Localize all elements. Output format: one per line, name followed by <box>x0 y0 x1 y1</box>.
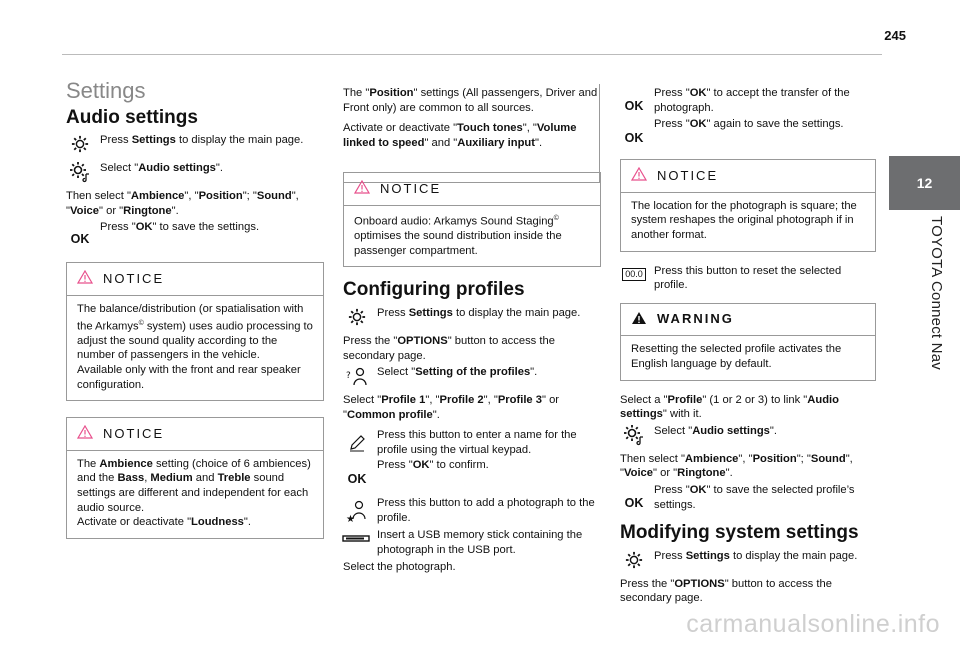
top-rule <box>62 54 882 55</box>
step-text: Press this button to reset the selected profile. <box>654 264 842 292</box>
paragraph: Select a "Profile" (1 or 2 or 3) to link "Audio settings" with it. <box>620 393 839 421</box>
step-row <box>343 458 601 486</box>
step-text: Press Settings to display the main page. <box>100 134 304 147</box>
step-row <box>66 133 324 155</box>
notice-text: The balance/distribution (or spatialisation with the Arkamys <box>77 302 304 333</box>
column-3 <box>620 86 876 612</box>
column-2 <box>343 86 601 580</box>
notice-body: The location for the photograph is square; the system reshapes the original photograph if in another format. <box>631 199 857 241</box>
reset-chip: 00.0 <box>622 268 646 281</box>
reset-profile-button-icon <box>616 264 652 286</box>
step-row <box>620 117 876 145</box>
notice-title: NOTICE <box>657 167 719 183</box>
notice-box <box>66 262 324 401</box>
page-title: Settings <box>66 78 146 103</box>
step-text: Select "Setting of the profiles". <box>377 366 538 379</box>
step-text: Press Settings to display the main page. <box>377 307 581 320</box>
copyright-mark: © <box>553 214 559 222</box>
notice-triangle-icon <box>77 425 93 443</box>
ok-button-icon: OK <box>624 130 644 145</box>
notice-text: optimises the sound distribution inside the passenger compartment. <box>354 230 562 257</box>
watermark: carmanualsonline.info <box>686 610 940 638</box>
step-row <box>343 496 601 526</box>
notice-text: Available only with the front and rear speaker configuration. <box>77 364 301 391</box>
notice-title: NOTICE <box>103 270 165 286</box>
step-row <box>66 220 324 246</box>
notice-text: Activate or deactivate "Loudness". <box>77 516 251 529</box>
step-text: Press Settings to display the main page. <box>654 549 858 562</box>
ok-button-icon: OK <box>70 231 90 246</box>
svg-text:?: ? <box>346 371 351 382</box>
step-text: Select "Audio settings". <box>100 162 223 175</box>
step-text: Press "OK" again to save the settings. <box>654 118 844 131</box>
ok-button-icon: OK <box>347 471 367 486</box>
svg-text:★: ★ <box>346 514 355 524</box>
warning-title: WARNING <box>657 311 734 327</box>
step-text: Press "OK" to confirm. <box>377 459 489 472</box>
ok-button-icon: OK <box>624 99 644 114</box>
paragraph: Then select "Ambience", "Position"; "Sound", "Voice" or "Ringtone". <box>620 452 853 480</box>
usb-icon <box>339 528 375 550</box>
paragraph: Then select "Ambience", "Position"; "Sound", "Voice" or "Ringtone". <box>66 190 299 217</box>
step-row <box>620 483 876 512</box>
notice-body <box>344 206 600 267</box>
gear-icon <box>616 549 652 571</box>
step-row <box>66 161 324 183</box>
notice-triangle-icon <box>354 180 370 198</box>
step-text: Press "OK" to save the settings. <box>100 221 260 234</box>
notice-body <box>67 451 323 538</box>
notice-text: Onboard audio: Arkamys Sound Staging <box>354 215 554 228</box>
step-text: Select "Audio settings". <box>654 424 777 437</box>
paragraph: Select "Profile 1", "Profile 2", "Profile 3" or "Common profile". <box>343 394 560 421</box>
notice-triangle-icon <box>77 270 93 288</box>
step-text: Press this button to enter a name for the profile using the virtual keypad. <box>377 429 577 457</box>
step-row <box>620 549 876 571</box>
audio-settings-heading: Audio settings <box>66 106 198 128</box>
notice-header <box>344 173 600 206</box>
step-row <box>343 428 601 458</box>
notice-body <box>67 296 323 400</box>
notice-header <box>621 160 875 193</box>
step-row <box>343 365 601 387</box>
chapter-tab[interactable]: 12 <box>889 156 960 210</box>
paragraph: Activate or deactivate "Touch tones", "Volume linked to speed" and "Auxiliary input". <box>343 122 577 149</box>
notice-text: system) uses audio processing to adjust the sound quality according to the number of passengers in the vehicle. <box>77 320 313 362</box>
profile-icon <box>339 365 375 387</box>
notice-title: NOTICE <box>380 180 442 196</box>
warning-triangle-icon <box>631 311 647 329</box>
step-text: Press "OK" to save the selected profile’s settings. <box>654 483 855 511</box>
warning-header <box>621 304 875 337</box>
notice-header <box>67 263 323 296</box>
gear-music-icon <box>62 161 98 183</box>
paragraph: Press the "OPTIONS" button to access the secondary page. <box>343 335 555 362</box>
step-row <box>620 264 876 293</box>
chapter-title: TOYOTA Connect Nav <box>928 216 945 370</box>
warning-box <box>620 303 876 381</box>
notice-box <box>66 417 324 539</box>
gear-music-icon <box>616 424 652 446</box>
step-row <box>343 528 601 557</box>
step-row <box>620 86 876 115</box>
notice-box <box>343 172 601 267</box>
paragraph: Press the "OPTIONS" button to access the secondary page. <box>620 577 832 605</box>
configuring-profiles-heading: Configuring profiles <box>343 279 525 301</box>
ok-button-icon: OK <box>624 496 644 511</box>
notice-text: The Ambience setting (choice of 6 ambiences) and the Bass, Medium and Treble sound settings are different and independent for each audio source. <box>77 457 311 514</box>
page-number: 245 <box>884 28 906 43</box>
step-row <box>343 306 601 328</box>
paragraph: Select the photograph. <box>343 560 456 573</box>
step-text: Insert a USB memory stick containing the photograph in the USB port. <box>377 529 583 557</box>
gear-icon <box>339 306 375 328</box>
notice-triangle-icon <box>631 167 647 185</box>
paragraph: The "Position" settings (All passengers, Driver and Front only) are common to all sources. <box>343 87 598 114</box>
column-1 <box>66 78 324 549</box>
notice-title: NOTICE <box>103 425 165 441</box>
notice-header <box>67 418 323 451</box>
warning-body: Resetting the selected profile activates the English language by default. <box>631 343 842 370</box>
modifying-system-settings-heading: Modifying system settings <box>620 522 859 544</box>
person-star-icon <box>339 496 375 526</box>
step-text: Press "OK" to accept the transfer of the photograph. <box>654 87 850 114</box>
pencil-icon <box>339 428 375 458</box>
notice-box <box>620 159 876 251</box>
step-row <box>620 424 876 446</box>
step-text: Press this button to add a photograph to the profile. <box>377 497 595 525</box>
copyright-mark: © <box>138 319 144 327</box>
gear-icon <box>62 133 98 155</box>
